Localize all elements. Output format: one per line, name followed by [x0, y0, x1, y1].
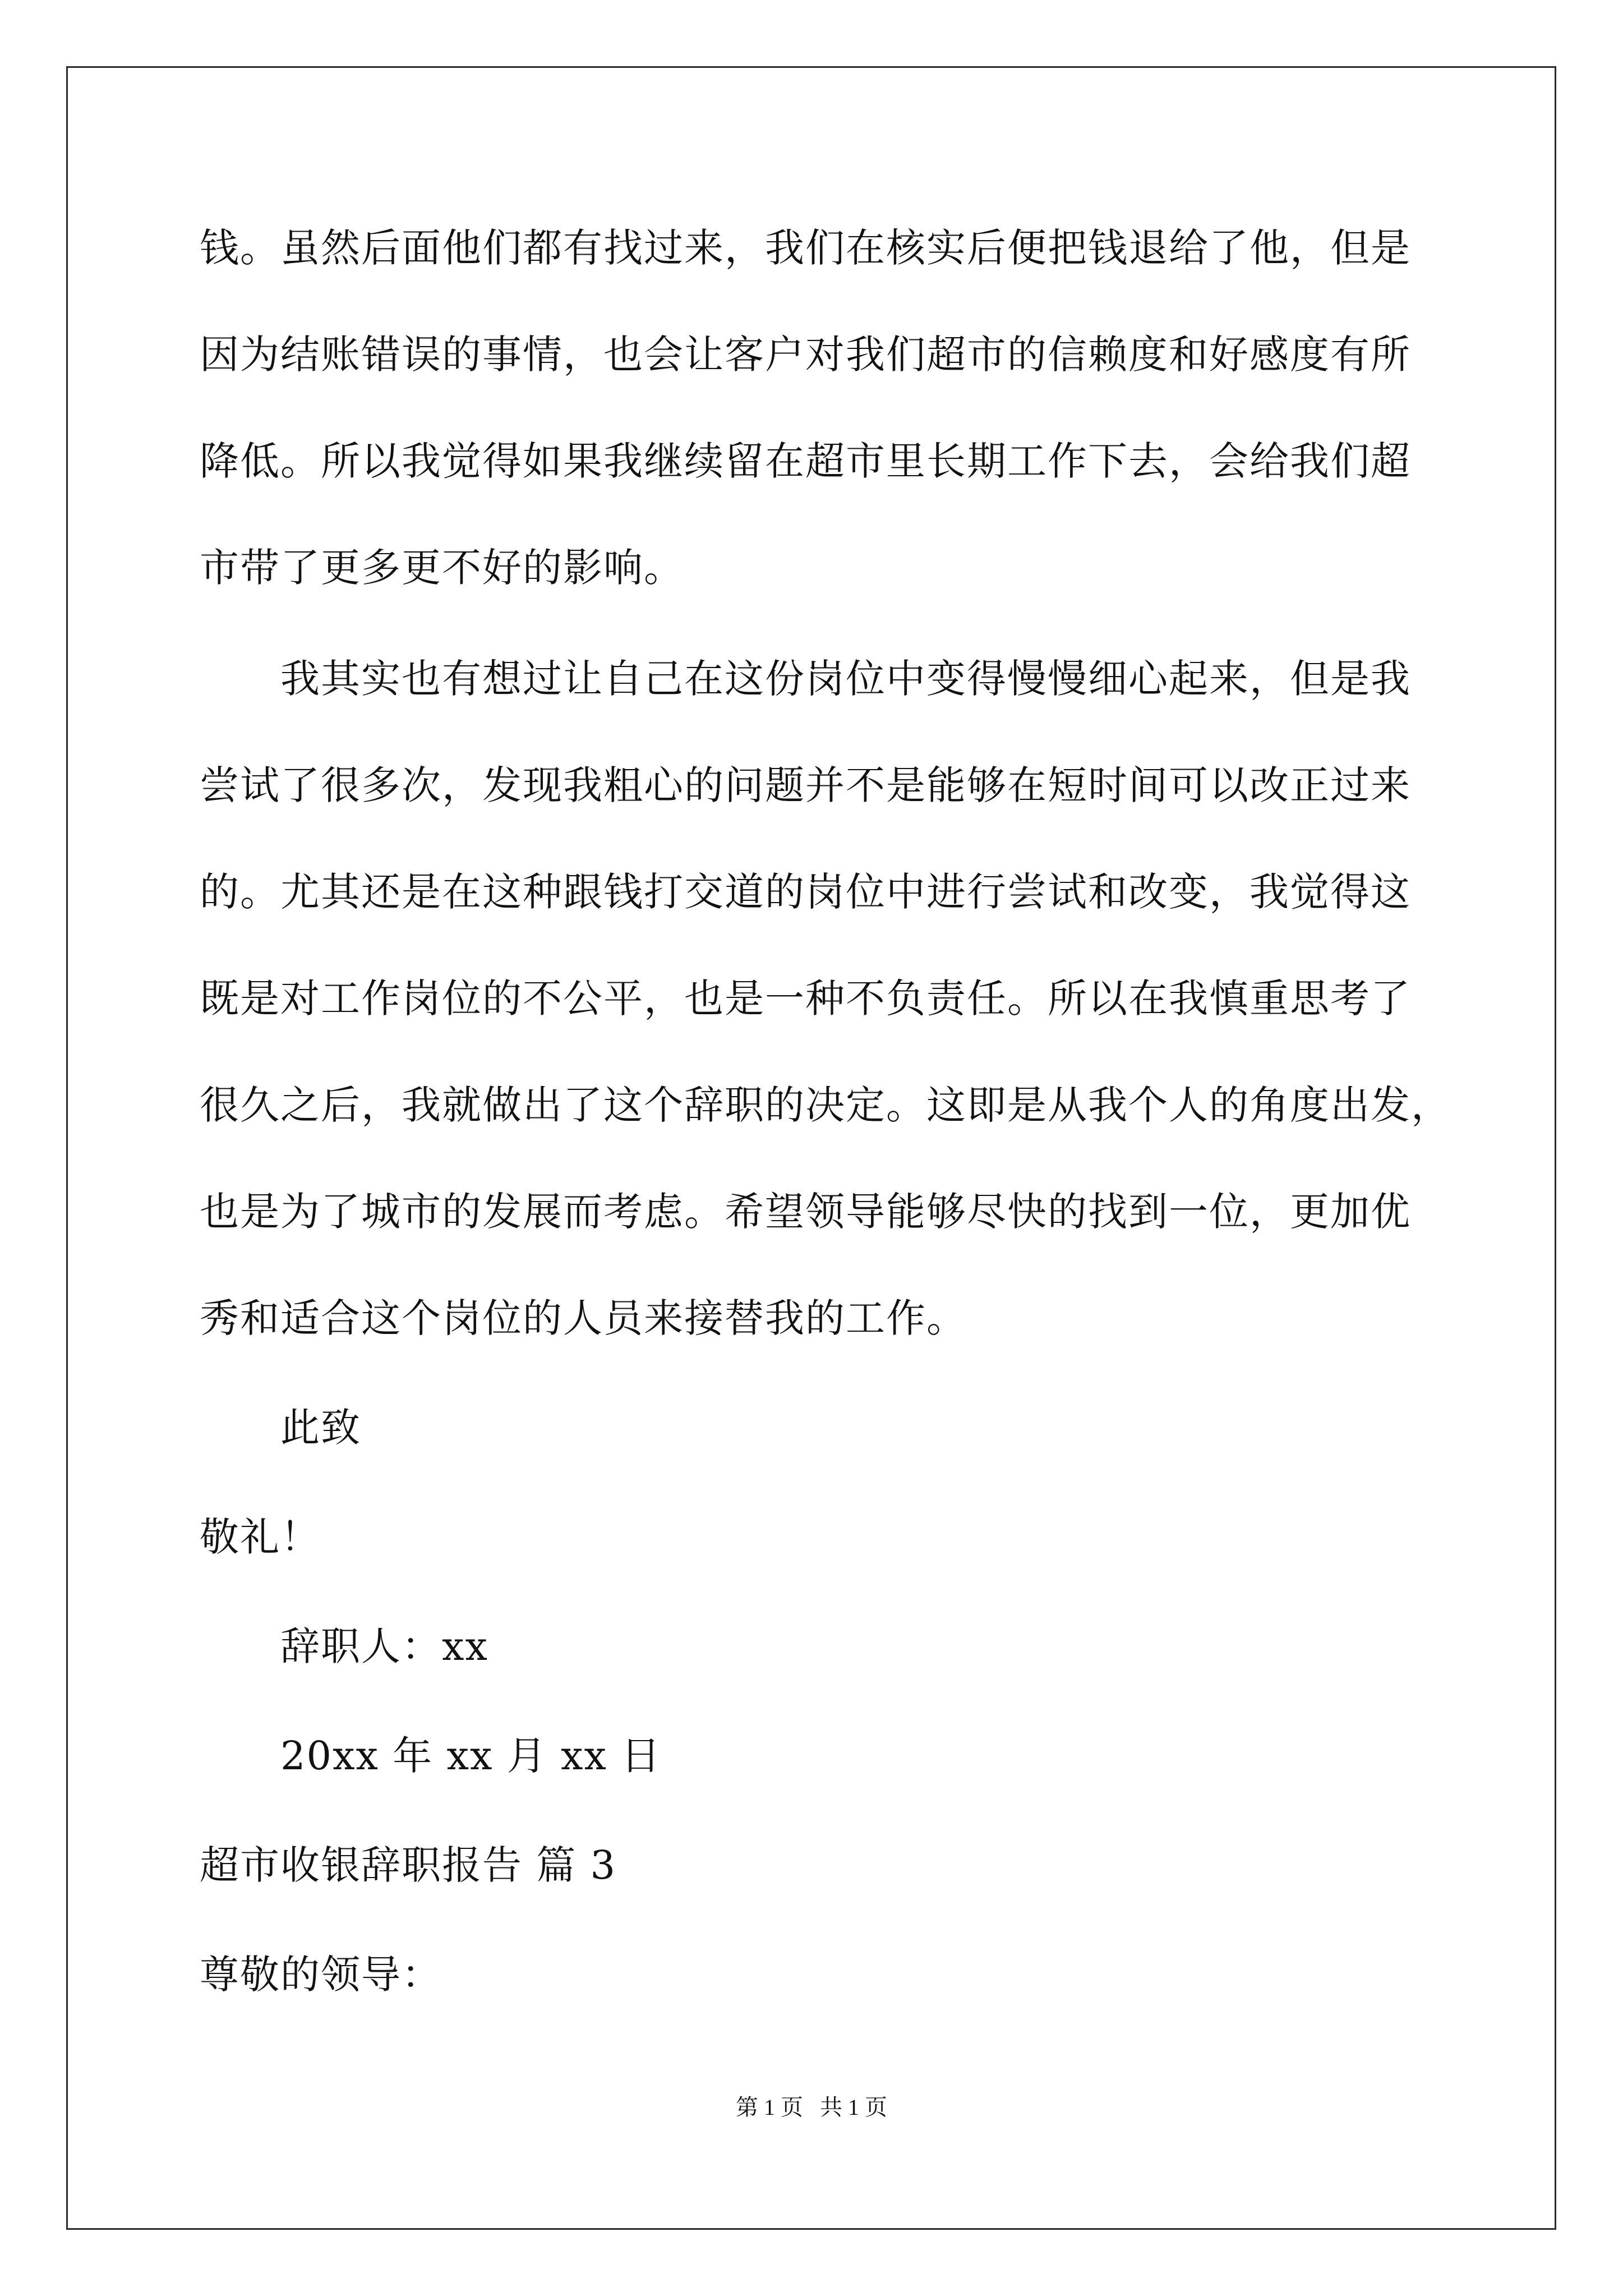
paragraph-line: 尝试了很多次，发现我粗心的问题并不是能够在短时间可以改正过来	[200, 762, 1411, 808]
paragraph-line: 因为结账错误的事情，也会让客户对我们超市的信赖度和好感度有所	[200, 332, 1411, 378]
page-footer: 第 1 页 共 1 页	[736, 2095, 887, 2120]
closing-regards: 敬礼！	[200, 1514, 321, 1560]
greeting-line: 尊敬的领导：	[200, 1952, 442, 1998]
paragraph-line: 也是为了城市的发展而考虑。希望领导能够尽快的找到一位，更加优	[200, 1189, 1411, 1235]
paragraph-line: 的。尤其还是在这种跟钱打交道的岗位中进行尝试和改变，我觉得这	[200, 869, 1411, 915]
paragraph-line: 降低。所以我觉得如果我继续留在超市里长期工作下去，会给我们超	[200, 438, 1411, 484]
section-heading: 超市收银辞职报告 篇 3	[200, 1842, 617, 1888]
page-border	[66, 66, 1556, 2230]
paragraph-line: 市带了更多更不好的影响。	[200, 545, 684, 591]
date-line: 20xx 年 xx 月 xx 日	[280, 1733, 662, 1779]
paragraph-line: 我其实也有想过让自己在这份岗位中变得慢慢细心起来，但是我	[280, 656, 1411, 702]
paragraph-line: 秀和适合这个岗位的人员来接替我的工作。	[200, 1295, 967, 1341]
paragraph-line: 很久之后，我就做出了这个辞职的决定。这即是从我个人的角度出发，	[200, 1082, 1451, 1128]
paragraph-line: 钱。虽然后面他们都有找过来，我们在核实后便把钱退给了他，但是	[200, 225, 1411, 271]
closing-salutation: 此致	[280, 1405, 361, 1451]
paragraph-line: 既是对工作岗位的不公平，也是一种不负责任。所以在我慎重思考了	[200, 976, 1411, 1022]
signature-line: 辞职人：xx	[280, 1623, 488, 1669]
